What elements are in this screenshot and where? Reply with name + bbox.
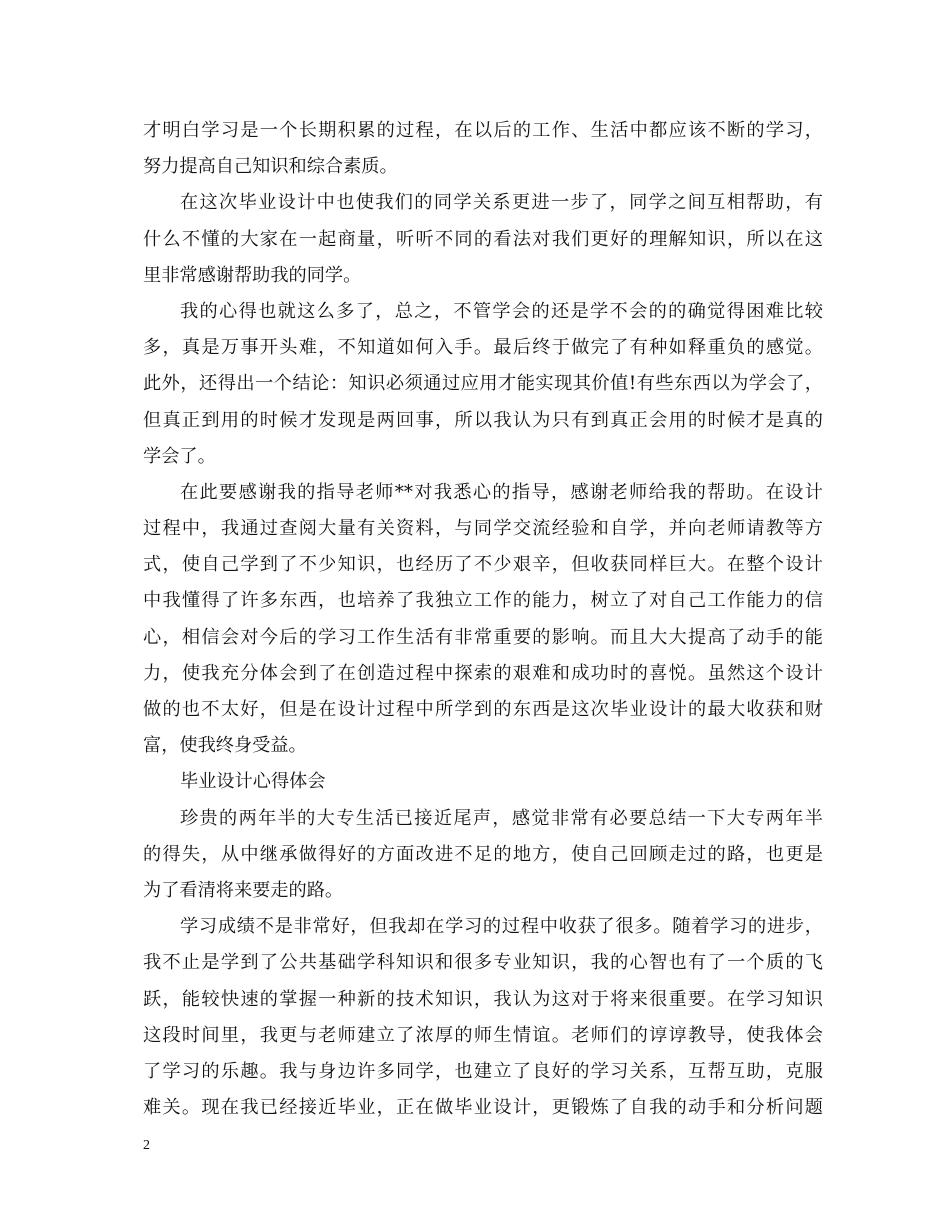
text-line: 过程中，我通过查阅大量有关资料，与同学交流经验和自学，并向老师请教等方 (143, 518, 823, 540)
text-line: 式，使自己学到了不少知识，也经历了不少艰辛，但收获同样巨大。在整个设计 (143, 554, 823, 576)
text-line: 学会了。 (143, 445, 216, 467)
text-line: 了学习的乐趣。我与身边许多同学，也建立了良好的学习关系，互帮互助，克服 (143, 1060, 823, 1082)
text-line: 这段时间里，我更与老师建立了浓厚的师生情谊。老师们的谆谆教导，使我体会 (143, 1024, 823, 1046)
text-line: 多，真是万事开头难，不知道如何入手。最后终于做完了有种如释重负的感觉。 (143, 337, 823, 359)
text-line: 才明白学习是一个长期积累的过程，在以后的工作、生活中都应该不断的学习， (143, 120, 823, 141)
text-line: 富，使我终身受益。 (143, 735, 307, 757)
text-line: 珍贵的两年半的大专生活已接近尾声，感觉非常有必要总结一下大专两年半 (180, 807, 823, 829)
section-heading: 毕业设计心得体会 (180, 771, 326, 793)
text-line: 中我懂得了许多东西，也培养了我独立工作的能力，树立了对自己工作能力的信 (143, 590, 823, 612)
text-line: 我的心得也就这么多了，总之，不管学会的还是学不会的的确觉得困难比较 (180, 300, 823, 322)
text-line: 学习成绩不是非常好，但我却在学习的过程中收获了很多。随着学习的进步， (180, 916, 823, 938)
text-line: 但真正到用的时候才发现是两回事，所以我认为只有到真正会用的时候才是真的 (143, 409, 823, 431)
text-line: 在这次毕业设计中也使我们的同学关系更进一步了，同学之间互相帮助，有 (180, 192, 823, 214)
text-line: 在此要感谢我的指导老师**对我悉心的指导，感谢老师给我的帮助。在设计 (180, 481, 823, 503)
text-line: 力，使我充分体会到了在创造过程中探索的艰难和成功时的喜悦。虽然这个设计 (143, 662, 823, 684)
page-number: 2 (143, 1138, 150, 1153)
text-line: 什么不懂的大家在一起商量，听听不同的看法对我们更好的理解知识，所以在这 (143, 228, 823, 250)
text-line: 难关。现在我已经接近毕业，正在做毕业设计，更锻炼了自我的动手和分析问题 (143, 1097, 823, 1119)
text-line: 努力提高自己知识和综合素质。 (143, 156, 398, 178)
text-line: 心，相信会对今后的学习工作生活有非常重要的影响。而且大大提高了动手的能 (143, 626, 823, 648)
text-line: 跃，能较快速的掌握一种新的技术知识，我认为这对于将来很重要。在学习知识 (143, 988, 823, 1010)
text-line: 的得失，从中继承做得好的方面改进不足的地方，使自己回顾走过的路，也更是 (143, 843, 823, 865)
text-line: 做的也不太好，但是在设计过程中所学到的东西是这次毕业设计的最大收获和财 (143, 699, 823, 720)
body-text (143, 113, 823, 1126)
text-line: 此外，还得出一个结论：知识必须通过应用才能实现其价值!有些东西以为学会了， (143, 373, 823, 395)
text-line: 为了看清将来要走的路。 (143, 879, 344, 901)
text-line: 我不止是学到了公共基础学科知识和很多专业知识，我的心智也有了一个质的飞 (143, 952, 823, 974)
text-line: 里非常感谢帮助我的同学。 (143, 264, 362, 286)
